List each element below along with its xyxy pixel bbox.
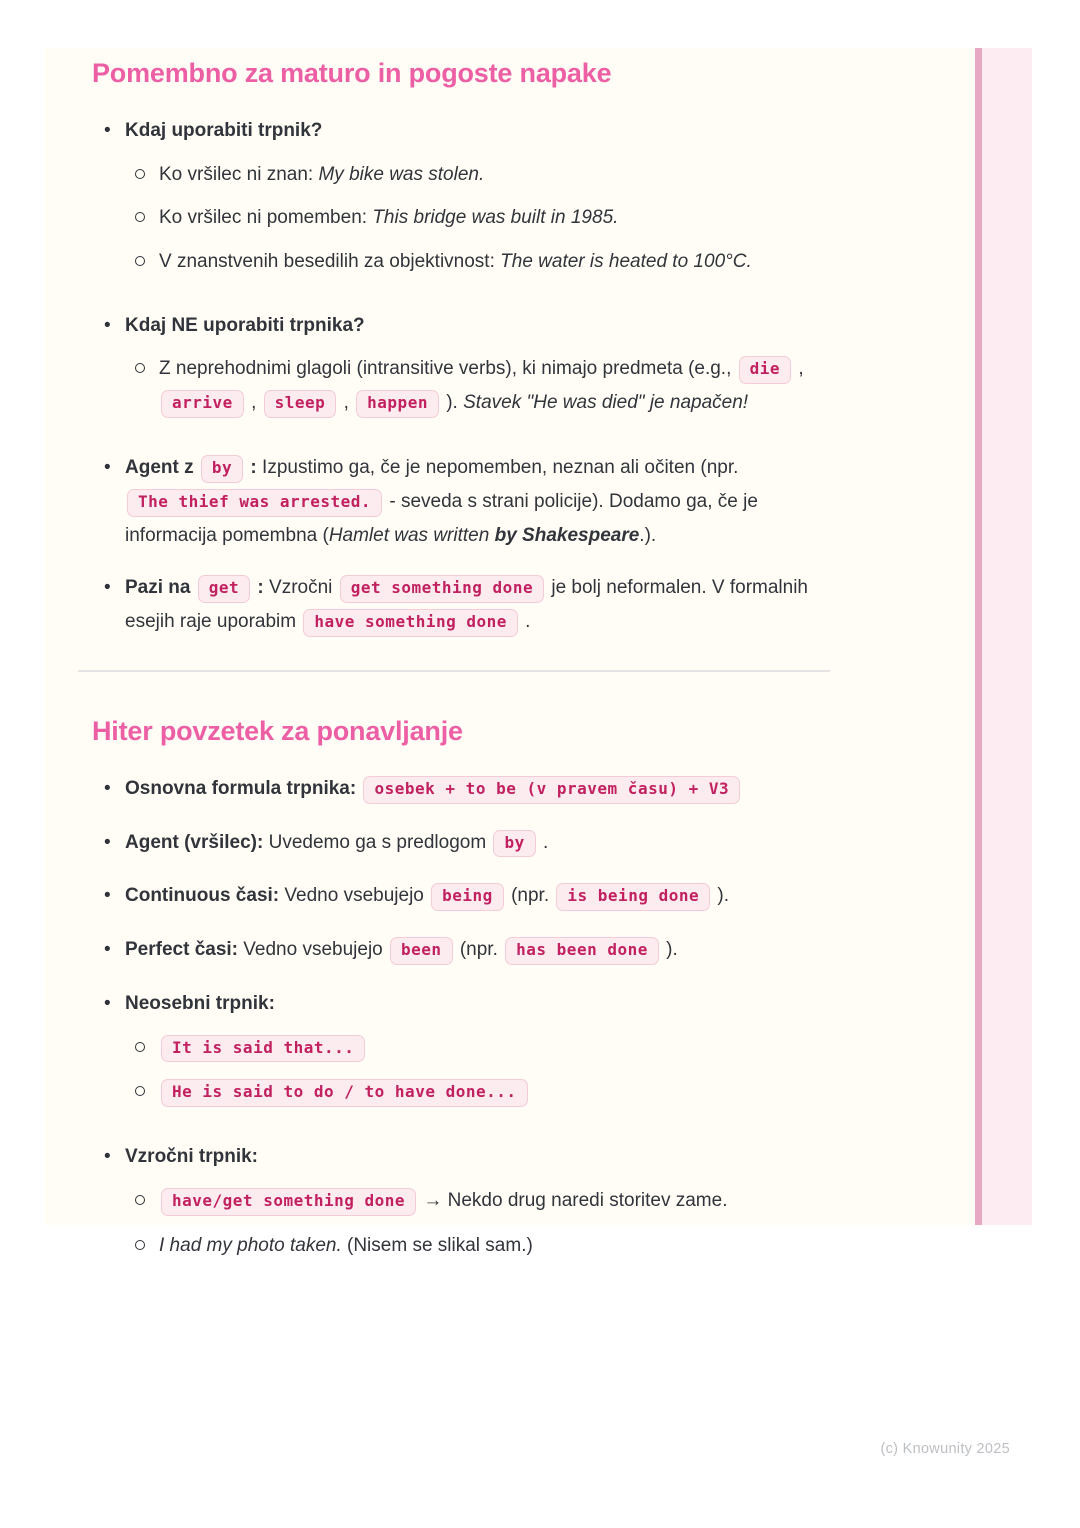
- sub-bullet-list: [125, 159, 840, 279]
- sub-item-text: [159, 353, 840, 421]
- bullet-icon: •: [104, 314, 111, 336]
- text-run: Pazi na: [125, 577, 196, 599]
- sub-bullet-list: [125, 1032, 840, 1111]
- sub-list-item: [135, 159, 840, 192]
- circle-bullet-icon: [135, 1195, 145, 1205]
- list-item: [104, 773, 840, 807]
- sub-list-item: [135, 1185, 840, 1219]
- code-chip: have something done: [303, 609, 518, 637]
- text-run: ).: [712, 885, 730, 907]
- code-chip: It is said that...: [161, 1035, 365, 1063]
- item-text: [125, 115, 840, 290]
- text-run: Agent z: [125, 456, 199, 478]
- text-run: Kdaj NE uporabiti trpnika?: [125, 314, 365, 336]
- text-run: ,: [245, 392, 262, 414]
- notes-content: [92, 48, 840, 1293]
- text-run: :: [245, 456, 263, 478]
- circle-bullet-icon: [135, 363, 145, 373]
- sub-list-item: [135, 353, 840, 421]
- text-run: Vedno vsebujejo: [243, 939, 389, 961]
- list-item: [104, 934, 840, 968]
- content-card: [45, 48, 1032, 1256]
- item-text: [125, 934, 840, 968]
- bullet-icon: •: [104, 777, 111, 799]
- sub-list-item: [135, 202, 840, 235]
- list-item: [104, 1141, 840, 1273]
- sub-item-text: [159, 1185, 840, 1219]
- circle-bullet-icon: [135, 1042, 145, 1052]
- sub-list-item: [135, 1230, 840, 1263]
- code-chip: osebek + to be (v pravem času) + V3: [363, 776, 740, 804]
- text-run: ,: [338, 392, 355, 414]
- bullet-icon: •: [104, 456, 111, 478]
- text-run: Ko vršilec ni pomemben:: [159, 207, 373, 229]
- text-run: :: [252, 577, 270, 599]
- text-run: ).: [440, 392, 464, 414]
- text-run: Kdaj uporabiti trpnik?: [125, 120, 323, 141]
- sub-bullet-list: [125, 1185, 840, 1262]
- text-run: → Nekdo drug naredi storitev zame.: [418, 1189, 728, 1211]
- list-item: [104, 572, 840, 640]
- sub-item-text: [159, 202, 840, 235]
- sub-bullet-list: [125, 353, 840, 421]
- circle-bullet-icon: [135, 256, 145, 266]
- text-run: My bike was stolen.: [318, 163, 485, 185]
- text-run: Z neprehodnimi glagoli (intransitive verbs), ki nimajo predmeta (e.g.,: [159, 358, 737, 380]
- item-text: [125, 572, 840, 640]
- code-chip: by: [201, 455, 243, 483]
- item-text: [125, 988, 840, 1121]
- bullet-icon: •: [104, 993, 111, 1014]
- text-run: (npr.: [454, 939, 504, 961]
- bullet-list: [92, 115, 840, 640]
- item-text: [125, 773, 840, 807]
- item-text: [125, 880, 840, 914]
- text-run: Izpustimo ga, če je nepomemben, neznan ali očiten (npr.: [262, 456, 739, 478]
- section-title: Pomembno za maturo in pogoste napake: [92, 58, 612, 88]
- section: [92, 716, 840, 1274]
- decorative-pink-strip: [975, 48, 1032, 1225]
- sub-list-item: [135, 1032, 840, 1066]
- code-chip: get: [198, 575, 250, 603]
- list-item: [104, 115, 840, 290]
- code-chip: has been done: [505, 937, 659, 965]
- text-run: - seveda s strani policije). Dodamo ga, če je informacija pomembna (: [125, 490, 758, 546]
- list-item: [104, 880, 840, 914]
- sub-item-text: [159, 1230, 840, 1263]
- text-run: Neosebni trpnik:: [125, 993, 275, 1014]
- item-text: [125, 452, 840, 552]
- list-item: [104, 827, 840, 861]
- section-divider: [78, 670, 830, 672]
- bullet-icon: •: [104, 120, 111, 141]
- text-run: .: [537, 831, 549, 853]
- list-item: [104, 988, 840, 1121]
- circle-bullet-icon: [135, 1086, 145, 1096]
- copyright-text: (c) Knowunity 2025: [880, 1441, 1010, 1457]
- bullet-icon: •: [104, 885, 111, 907]
- code-chip: been: [390, 937, 453, 965]
- bullet-icon: •: [104, 1146, 111, 1168]
- text-run: ,: [793, 358, 804, 380]
- text-run: Perfect časi:: [125, 939, 244, 961]
- text-run: Vzročni: [269, 577, 338, 599]
- text-run: Hamlet was written: [328, 524, 495, 546]
- text-run: This bridge was built in 1985.: [372, 207, 619, 229]
- text-run: Ko vršilec ni znan:: [159, 163, 319, 185]
- bullet-icon: •: [104, 939, 111, 961]
- sub-item-text: [159, 1076, 840, 1110]
- code-chip: by: [493, 830, 535, 858]
- code-chip: is being done: [556, 883, 710, 911]
- sub-item-text: [159, 159, 840, 192]
- text-run: .).: [639, 524, 657, 546]
- code-chip: The thief was arrested.: [127, 489, 382, 517]
- list-item: [104, 452, 840, 552]
- bullet-list: [92, 773, 840, 1274]
- code-chip: He is said to do / to have done...: [161, 1079, 528, 1107]
- text-run: I had my photo taken.: [159, 1234, 342, 1256]
- text-run: Stavek "He was died" je napačen!: [463, 392, 749, 414]
- circle-bullet-icon: [135, 1240, 145, 1250]
- sub-item-text: [159, 246, 840, 279]
- text-run: Vzročni trpnik:: [125, 1146, 259, 1168]
- code-chip: die: [739, 356, 791, 384]
- bullet-icon: •: [104, 577, 111, 599]
- section: [92, 58, 840, 672]
- code-chip: have/get something done: [161, 1188, 416, 1216]
- text-run: The water is heated to 100°C.: [500, 251, 752, 273]
- text-run: ).: [660, 939, 678, 961]
- text-run: Osnovna formula trpnika:: [125, 777, 362, 799]
- code-chip: sleep: [264, 390, 337, 418]
- code-chip: happen: [356, 390, 439, 418]
- text-run: V znanstvenih besedilih za objektivnost:: [159, 251, 501, 273]
- text-run: by Shakespeare: [494, 524, 640, 546]
- code-chip: get something done: [340, 575, 544, 603]
- circle-bullet-icon: [135, 169, 145, 179]
- text-run: Agent (vršilec):: [125, 831, 269, 853]
- text-run: .: [519, 611, 531, 633]
- code-chip: being: [431, 883, 504, 911]
- section-title: Hiter povzetek za ponavljanje: [92, 715, 463, 746]
- sub-list-item: [135, 246, 840, 279]
- text-run: je bolj neformalen. V formalnih esejih raje uporabim: [125, 577, 808, 633]
- text-run: Continuous časi:: [125, 885, 285, 907]
- text-run: Uvedemo ga s predlogom: [268, 831, 492, 853]
- sub-list-item: [135, 1076, 840, 1110]
- text-run: Vedno vsebujejo: [284, 885, 430, 907]
- text-run: (npr.: [505, 885, 555, 907]
- text-run: (Nisem se slikal sam.): [341, 1234, 533, 1256]
- item-text: [125, 827, 840, 861]
- bullet-icon: •: [104, 831, 111, 853]
- item-text: [125, 1141, 840, 1273]
- sub-item-text: [159, 1032, 840, 1066]
- list-item: [104, 310, 840, 432]
- code-chip: arrive: [161, 390, 244, 418]
- circle-bullet-icon: [135, 212, 145, 222]
- item-text: [125, 310, 840, 432]
